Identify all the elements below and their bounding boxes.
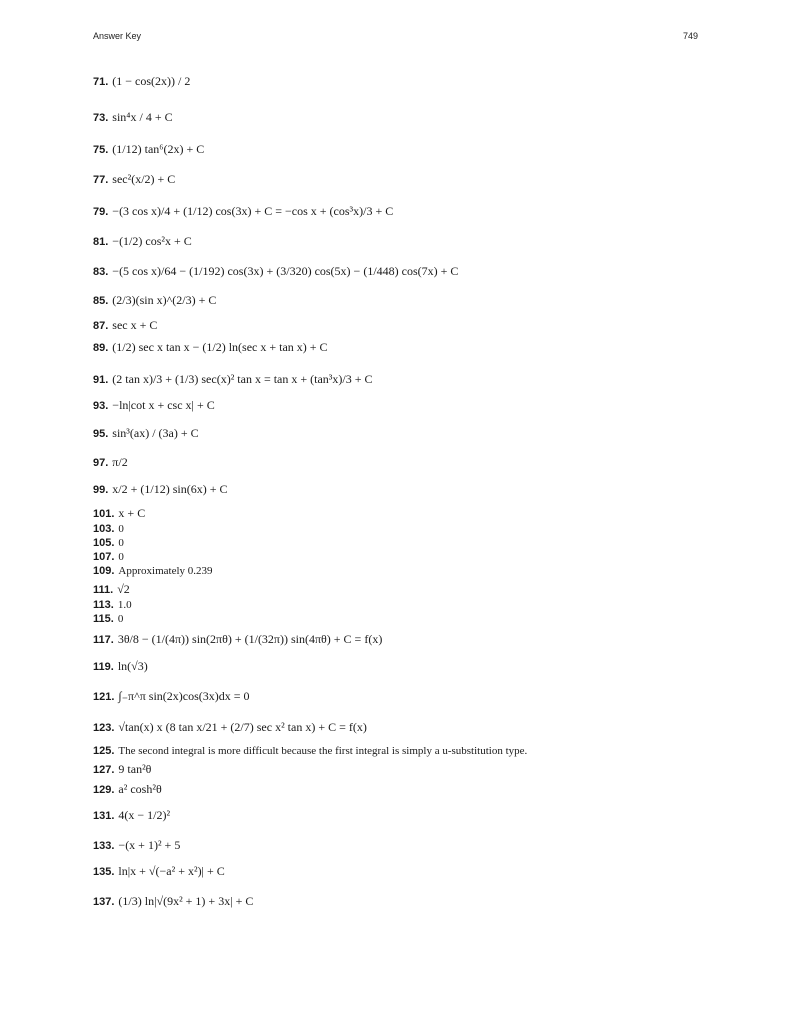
answer-expression: 4(x − 1/2)² — [118, 808, 171, 822]
answer-number: 79. — [93, 205, 109, 218]
answer-135 — [93, 864, 731, 879]
answer-77 — [93, 172, 731, 187]
answer-number: 95. — [93, 427, 109, 440]
answer-113 — [93, 599, 731, 611]
page-number: 749 — [682, 31, 698, 41]
answer-number: 135. — [93, 865, 115, 878]
answer-expression: 0 — [118, 537, 124, 549]
answer-expression: sec x + C — [112, 318, 158, 332]
answer-number: 113. — [93, 599, 114, 611]
answer-expression: (1/12) tan⁶(2x) + C — [112, 142, 205, 156]
answer-number: 103. — [93, 523, 115, 535]
answer-expression: 0 — [118, 523, 124, 535]
answer-number: 107. — [93, 551, 115, 563]
answer-129 — [93, 782, 731, 797]
answer-number: 75. — [93, 143, 109, 156]
answer-137 — [93, 894, 731, 909]
answer-expression: −(x + 1)² + 5 — [118, 838, 181, 852]
answer-115 — [93, 613, 731, 625]
answer-number: 123. — [93, 721, 115, 734]
answer-85 — [93, 293, 731, 308]
answer-95 — [93, 426, 731, 441]
answer-73 — [93, 110, 731, 125]
answer-expression: √tan(x) x (8 tan x/21 + (2/7) sec x² tan x) + C = f(x) — [118, 720, 367, 734]
answer-expression: x/2 + (1/12) sin(6x) + C — [112, 482, 228, 496]
answer-expression: π/2 — [112, 455, 128, 469]
answer-number: 137. — [93, 895, 115, 908]
answer-number: 111. — [93, 583, 114, 596]
answer-expression: −(1/2) cos²x + C — [112, 234, 192, 248]
answer-number: 93. — [93, 399, 109, 412]
answer-number: 81. — [93, 235, 109, 248]
answer-91 — [93, 372, 731, 387]
answer-105 — [93, 537, 731, 549]
answer-103 — [93, 523, 731, 535]
answer-133 — [93, 838, 731, 853]
answer-127 — [93, 762, 731, 777]
answer-expression: −ln|cot x + csc x| + C — [112, 398, 215, 412]
answer-131 — [93, 808, 731, 823]
answer-75 — [93, 142, 731, 157]
answer-expression: (1 − cos(2x)) / 2 — [112, 74, 191, 88]
answer-number: 71. — [93, 75, 109, 88]
answer-79 — [93, 204, 731, 219]
answer-expression: sec²(x/2) + C — [112, 172, 176, 186]
answer-number: 85. — [93, 294, 109, 307]
answer-number: 87. — [93, 319, 109, 332]
answer-125 — [93, 745, 731, 757]
answer-expression: sin³(ax) / (3a) + C — [112, 426, 199, 440]
answer-123 — [93, 720, 731, 735]
answer-number: 131. — [93, 809, 115, 822]
answer-89 — [93, 340, 731, 355]
answer-expression: −(3 cos x)/4 + (1/12) cos(3x) + C = −cos x + (cos³x)/3 + C — [112, 204, 394, 218]
answer-117 — [93, 632, 731, 647]
answer-expression: 1.0 — [117, 599, 132, 611]
answer-99 — [93, 482, 731, 497]
answer-expression: (1/3) ln|√(9x² + 1) + 3x| + C — [118, 894, 254, 908]
answer-expression: 9 tan²θ — [118, 762, 152, 776]
answer-expression: Approximately 0.239 — [118, 565, 213, 577]
answer-expression: √2 — [117, 582, 130, 596]
answer-number: 109. — [93, 565, 115, 577]
answer-number: 133. — [93, 839, 115, 852]
answer-number: 127. — [93, 763, 115, 776]
answer-number: 117. — [93, 633, 114, 646]
answer-97 — [93, 455, 731, 470]
answer-number: 97. — [93, 456, 109, 469]
answer-109 — [93, 565, 731, 577]
answer-expression: sin⁴x / 4 + C — [112, 110, 173, 124]
answer-expression: a² cosh²θ — [118, 782, 162, 796]
answer-71 — [93, 74, 731, 89]
answer-number: 89. — [93, 341, 109, 354]
answer-101 — [93, 506, 731, 521]
answer-expression: The second integral is more difficult because the first integral is simply a u-substitution type. — [118, 745, 528, 757]
answer-number: 99. — [93, 483, 109, 496]
answer-119 — [93, 659, 731, 674]
answer-expression: (2 tan x)/3 + (1/3) sec(x)² tan x = tan x + (tan³x)/3 + C — [112, 372, 373, 386]
answer-expression: (1/2) sec x tan x − (1/2) ln(sec x + tan x) + C — [112, 340, 328, 354]
answer-number: 101. — [93, 507, 115, 520]
answer-expression: (2/3)(sin x)^(2/3) + C — [112, 293, 217, 307]
answer-81 — [93, 234, 731, 249]
answer-expression: ∫₋π^π sin(2x)cos(3x)dx = 0 — [118, 689, 250, 703]
answer-number: 125. — [93, 745, 115, 757]
running-header-title: Answer Key — [93, 31, 142, 41]
answer-expression: −(5 cos x)/64 − (1/192) cos(3x) + (3/320) cos(5x) − (1/448) cos(7x) + C — [112, 264, 459, 278]
answer-expression: ln|x + √(−a² + x²)| + C — [118, 864, 225, 878]
answer-number: 119. — [93, 660, 114, 673]
answer-93 — [93, 398, 731, 413]
answer-number: 83. — [93, 265, 109, 278]
answer-number: 121. — [93, 690, 115, 703]
answer-number: 91. — [93, 373, 109, 386]
answer-83 — [93, 264, 731, 279]
answer-number: 73. — [93, 111, 109, 124]
answer-expression: 0 — [117, 613, 124, 625]
answer-number: 77. — [93, 173, 109, 186]
answer-87 — [93, 318, 731, 333]
answer-expression: 3θ/8 − (1/(4π)) sin(2πθ) + (1/(32π)) sin(4πθ) + C = f(x) — [117, 632, 383, 646]
answer-number: 115. — [93, 613, 114, 625]
answer-121 — [93, 689, 731, 704]
answer-expression: 0 — [118, 551, 124, 563]
answer-number: 129. — [93, 783, 115, 796]
answer-expression: ln(√3) — [117, 659, 148, 673]
answer-111 — [93, 582, 731, 597]
answer-number: 105. — [93, 537, 115, 549]
answer-expression: x + C — [118, 506, 146, 520]
answer-107 — [93, 551, 731, 563]
